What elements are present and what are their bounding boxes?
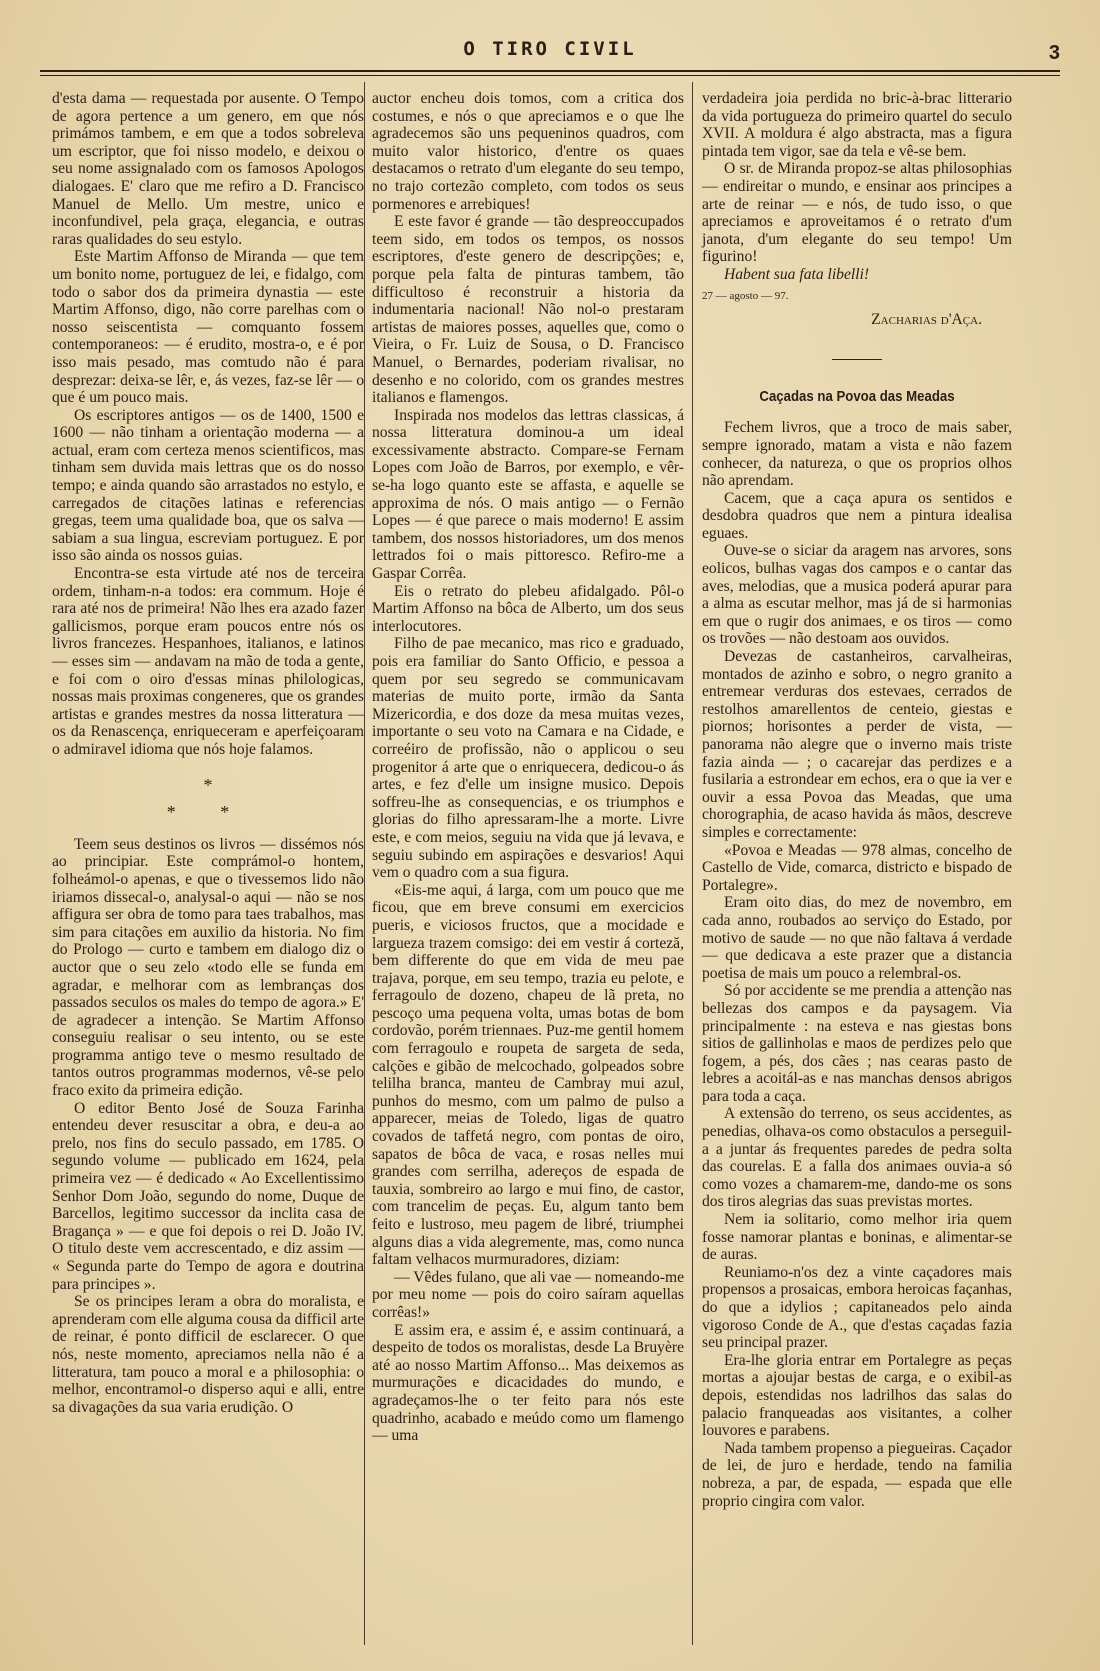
paragraph: E assim era, e assim é, e assim continuará, a despeito de todos os moralistas, desde La Bruyère até ao nosso Martim Affonso... Mas deixemos as murmurações e dicacidades do mundo, e agradeçamos-lhe o ter feito para nós este quadrinho, acabado e meúdo como um flamengo — uma [372, 1321, 684, 1445]
paragraph: Ouve-se o siciar da aragem nas arvores, sons eolicos, bulhas vagas dos campos e o cantar das aves, melodias, que a musica poderá apurar para a alma as escutar melhor, mas já de si harmonias em que o rugir dos animaes, e os tiros — como os trovões — não destoam aos ouvidos. [702, 542, 1012, 648]
article-separator [832, 359, 882, 360]
paragraph: Nem ia solitario, como melhor iria quem fosse namorar plantas e boninas, e alimentar-se de auras. [702, 1211, 1012, 1264]
article-title: Caçadas na Povoa das Meadas [759, 387, 955, 405]
header-rule-top [40, 70, 1060, 72]
section-break-stars: * * [166, 802, 250, 823]
paragraph: Era-lhe gloria entrar em Portalegre as peças mortas a ajoujar bestas de carga, e o exibil-as depois, estendidas nos ladrilhos das salas do palacio franqueadas aos visitantes, a colher louvores e parabens. [702, 1351, 1012, 1440]
paragraph: Encontra-se esta virtude até nos de terceira ordem, tinham-n-a todos: era commum. Hoje é rara até nos de primeira! Não lhes era azado fazer gallicismos, porque eram poucos entre nós os livros francezes. Hespanhoes, italianos, e latinos — esses sim — andavam na mão de toda a gente, e foi com o oiro d'essas minas philologicas, nossas mais proximas congeneres, que os grandes artistas e grandes mestres da nossa litteratura — os da Renascença, enriqueceram e aperfeiçoaram o admiravel idioma que nós hoje falamos. [52, 565, 364, 758]
column-divider-2 [692, 82, 693, 1645]
latin-quote: Habent sua fata libelli! [724, 265, 870, 283]
paragraph: Reuniamo-n'os dez a vinte caçadores mais propensos a prosaicas, embora heroicas façanhas, do que a idylios ; capitaneados pelo ainda vigoroso Conde de A., que d'estas caçadas fazia seu principal prazer. [702, 1263, 1012, 1352]
masthead [40, 36, 1060, 72]
page-number: 3 [1048, 42, 1060, 64]
paragraph: auctor encheu dois tomos, com a critica dos costumes, e nós o que apreciamos e o que lhe agradecemos são uns pequeninos quadros, com muito valor historico, d'entre os quaes destacamos o retrato d'um elegante do seu tempo, no trajo cortezão completo, com todos os seus pormenores e arrebiques! [372, 90, 684, 213]
paragraph: Se os principes leram a obra do moralista, e aprenderam com elle alguma cousa da difficil arte de reinar, é ponto difficil de esclarecer. O que nós, neste momento, apreciamos nella não é a litteratura, tam pouco a moral e a philosophia: o melhor, encontramol-o disperso aqui e alli, entre sa divagações da sua varia erudição. O [52, 1293, 364, 1416]
column-1 [52, 90, 364, 1416]
paragraph: Eis o retrato do plebeu afidalgado. Pôl-o Martim Affonso na bôca de Alberto, um dos seus interlocutores. [372, 582, 684, 635]
paragraph: Fechem livros, que a troco de mais saber, sempre ignorado, matam a vista e não fazem conhecer, da natureza, o que os proprios olhos não aprendam. [702, 419, 1012, 490]
paragraph: A extensão do terreno, os seus accidentes, as penedias, olhava-os como obstaculos a perseguil-a a juntar ás frequentes paredes de pedra solta das courelas. E a falla dos animaes ouvia-a só como vozes a chamarem-me, dando-me os sons dos tiros alegrias das suas previstas mortes. [702, 1105, 1012, 1211]
paragraph: «Eis-me aqui, á larga, com um pouco que me ficou, que em breve consumi em exercicios pueris, e viciosos fructos, que a mocidade e largueza trazem comsigo: dei em vestir á corteză, bem differente do que em vida de meu pae trajava, porque, em seu tempo, trazia eu pelote, e ferragoulo de dozeno, chapeu de lã preta, no pescoço uma pequena volta, umas botas de bom cordovão, porém triennaes. Puz-me gentil homem com ferragoulo e roupeta de sargeta de seda, calções e gibão de melcochado, golpeados sobre telilha branca, manteu de Cambray mui azul, punhos do mesmo, com um palmo de pulso a apparecer, meias de Toledo, ligas de quatro covados de taffetá negro, com pontas de oiro, sapatos de bôca de vaca, e rosas nelles mui grandes com serrilha, adereços de espada de tauxia, sombreiro ao largo e mui fino, de castor, com trancelim de peças. Eu, algum tanto bem feito e lustroso, meu pagem de libré, triumphei alguns dias a vida alegremente, mas, como nunca faltam velhacos murmuradores, diziam: [372, 881, 684, 1269]
paragraph: «Povoa e Meadas — 978 almas, concelho de Castello de Vide, comarca, districto e bispado de Portalegre». [702, 841, 1012, 894]
paragraph: Nada tambem propenso a piegueiras. Caçador de lei, de juro e herdade, tendo na familia nobreza, a par, de espada, — espada que elle proprio cingira com valor. [702, 1439, 1012, 1510]
column-divider-1 [364, 82, 365, 1645]
paragraph: Cacem, que a caça apura os sentidos e desdobra quadros que nem a pintura idealisa eguaes. [702, 489, 1012, 542]
article-date: 27 — agosto — 97. [702, 289, 789, 302]
paragraph: Eram oito dias, do mez de novembro, em cada anno, roubados ao serviço do Estado, por motivo de saude — no que não faltava á verdade — que dedicava a este prazer que a distancia poetisa de mais um pouco a relembral-os. [702, 894, 1012, 982]
paragraph: Só por accidente se me prendia a attenção nas bellezas dos campos e da paysagem. Via principalmente : na esteva e nas giestas bons sitios de gallinholas e maos de perdizes pelo que fogem, a pés, dos cães ; nas cearas pasto de lebres a acoitál-as e nas manchas densos abrigos para toda a caça. [702, 982, 1012, 1105]
column-3 [702, 90, 1012, 1510]
paragraph: verdadeira joia perdida no bric-à-brac litterario da vida portugueza do primeiro quartel do seculo XVII. A moldura é algo abstracta, mas a figura pintada tem vigor, sae da tela e vê-se bem. [702, 90, 1012, 160]
author-signature: Zacharias d'Aça. [871, 311, 982, 329]
column-2 [372, 90, 684, 1445]
paragraph: — Vêdes fulano, que ali vae — nomeando-me por meu nome — pois do coiro saíram aquellas corrêas!» [372, 1268, 684, 1321]
paragraph: Os escriptores antigos — os de 1400, 1500 e 1600 — não tinham a orientação moderna — a actual, eram com certeza menos scientificos, mas tinham sem duvida mais lettras que os do nosso tempo; e ainda quando são arrastados no estylo, e carregados de citações latinas e referencias gregas, teem uma qualidade boa, que os salva — sabiam a sua lingua, escreviam portuguez. E por isso são ainda os nossos guias. [52, 406, 364, 565]
paragraph: O sr. de Miranda propoz-se altas philosophias — endireitar o mundo, e ensinar aos principes a arte de reinar — e nós, de tudo isso, o que apreciamos e aproveitamos é o retrato d'um janota, d'um elegante do seu tempo! Um figurino! [702, 160, 1012, 266]
paragraph: Devezas de castanheiros, carvalheiras, montados de azinho e sobro, o negro granito a entremear verduras dos estevaes, cerrados de restolhos amarellentos de centeio, giestas e piornos; horisontes a perder de vista, — panorama não alegre que o inverno mais triste fazia ainda — ; o cacarejar das perdizes e a fusilaria a estrondear em echos, era o que ia ver e ouvir a essa Povoa das Meadas, que uma chorographia, de acaso havida ás mãos, descreve simples e correctamente: [702, 648, 1012, 841]
paragraph: E este favor é grande — tão despreoccupados teem sido, em todos os tempos, os nossos escriptores, d'este genero de descripções; e, porque pela falta de pinturas tambem, tão difficultoso é reconstruir a historia da indumentaria nacional! Não nol-o prestaram artistas de maiores posses, aquelles que, como o Vieira, o Fr. Luiz de Sousa, o D. Francisco Manuel, o Bernardes, poderiam rivalisar, no desenho e no colorido, com os grandes mestres italianos e flamengos. [372, 213, 684, 407]
newspaper-title: O TIRO CIVIL [463, 38, 637, 60]
paragraph: d'esta dama — requestada por ausente. O Tempo de agora pertence a um genero, em que nós primámos tambem, e em que a todos sobreleva um escriptor, que foi nisso modelo, e deixou o seu nome assignalado com os famosos Apologos dialogaes. E' claro que me refiro a D. Francisco Manuel de Mello. Um mestre, unico e inconfundivel, pela graça, elegancia, e outras raras qualidades do seu estylo. [52, 90, 364, 248]
header-rule-bottom [40, 75, 1060, 76]
paragraph: O editor Bento José de Souza Farinha entendeu dever resuscitar a obra, e deu-a ao prelo, nos fins do seculo passado, em 1785. O segundo volume — publicado em 1624, pela primeira vez — é dedicado « Ao Excellentissimo Senhor Dom João, segundo do nome, Duque de Barcellos, legitimo successor da inclita casa de Bragança » — e que foi depois o rei D. João IV. O titulo deste vem accrescentado, e diz assim — « Segunda parte do Tempo de agora e doutrina para principes ». [52, 1099, 364, 1293]
paragraph: Filho de pae mecanico, mas rico e graduado, pois era familiar do Santo Officio, e pessoa a quem por seu segredo se communicavam materias de muito porte, irmão da Santa Mizericordia, e dos doze da mesa muitas vezes, importante o seu voto na Camara e na Cidade, e correéiro de profissão, não o applicou o seu progenitor á arte que o enriquecera, dedicou-o ás artes, e fez d'elle um insigne musico. Depois soffreu-lhe as consequencias, e os triumphos e glorias do filho apressaram-lhe a morte. Livre este, e com meios, seguiu na vida que já levava, e seguiu subindo em aspirações e desvarios! Aqui vem o quadro com a sua figura. [372, 635, 684, 882]
paragraph: Teem seus destinos os livros — dissémos nós ao principiar. Este comprámol-o hontem, folheámol-o apenas, e que o tivessemos lido não iriamos dissecal-o, analysal-o aqui — não se nos affigura ser obra de tomo para taes trabalhos, mas sim para citações em auxilio da historia. No fim do Prologo — curto e tambem em dialogo diz o auctor que o seu zelo «todo elle se funda em agradar, e melhorar com as lembranças dos passados seculos os males do tempo de agora.» E' de agradecer a intenção. Se Martim Affonso conseguiu realisar o seu intento, ou se este programma antigo teve o mesmo resultado de tantos outros programmas modernos, vê-se pelo fraco exito da primeira edição. [52, 835, 364, 1100]
paragraph: Este Martim Affonso de Miranda — que tem um bonito nome, portuguez de lei, e fidalgo, com todo o sabor dos da primeira dynastia — este Martim Affonso, digo, não corre parelhas com o nosso seiscentista — comquanto fossem contemporaneos: — é erudito, mostra-o, e é por isso mais pesado, mas comtudo não é para desprezar: deixa-se lêr, e, ás vezes, faz-se lêr — o que é um pouco mais. [52, 248, 364, 407]
section-break-star: * [203, 774, 213, 795]
paragraph: Inspirada nos modelos das lettras classicas, á nossa litteratura dominou-a um ideal excessivamente abstracto. Compare-se Fernam Lopes com João de Barros, por exemplo, e vêr-se-ha logo quanto este se affasta, e aquelle se approxima de nós. O mais antigo — o Fernão Lopes — é que parece o mais moderno! E assim tambem, dos nossos historiadores, um dos menos lettrados foi o mais pittoresco. Refiro-me a Gaspar Corrêa. [372, 406, 684, 583]
